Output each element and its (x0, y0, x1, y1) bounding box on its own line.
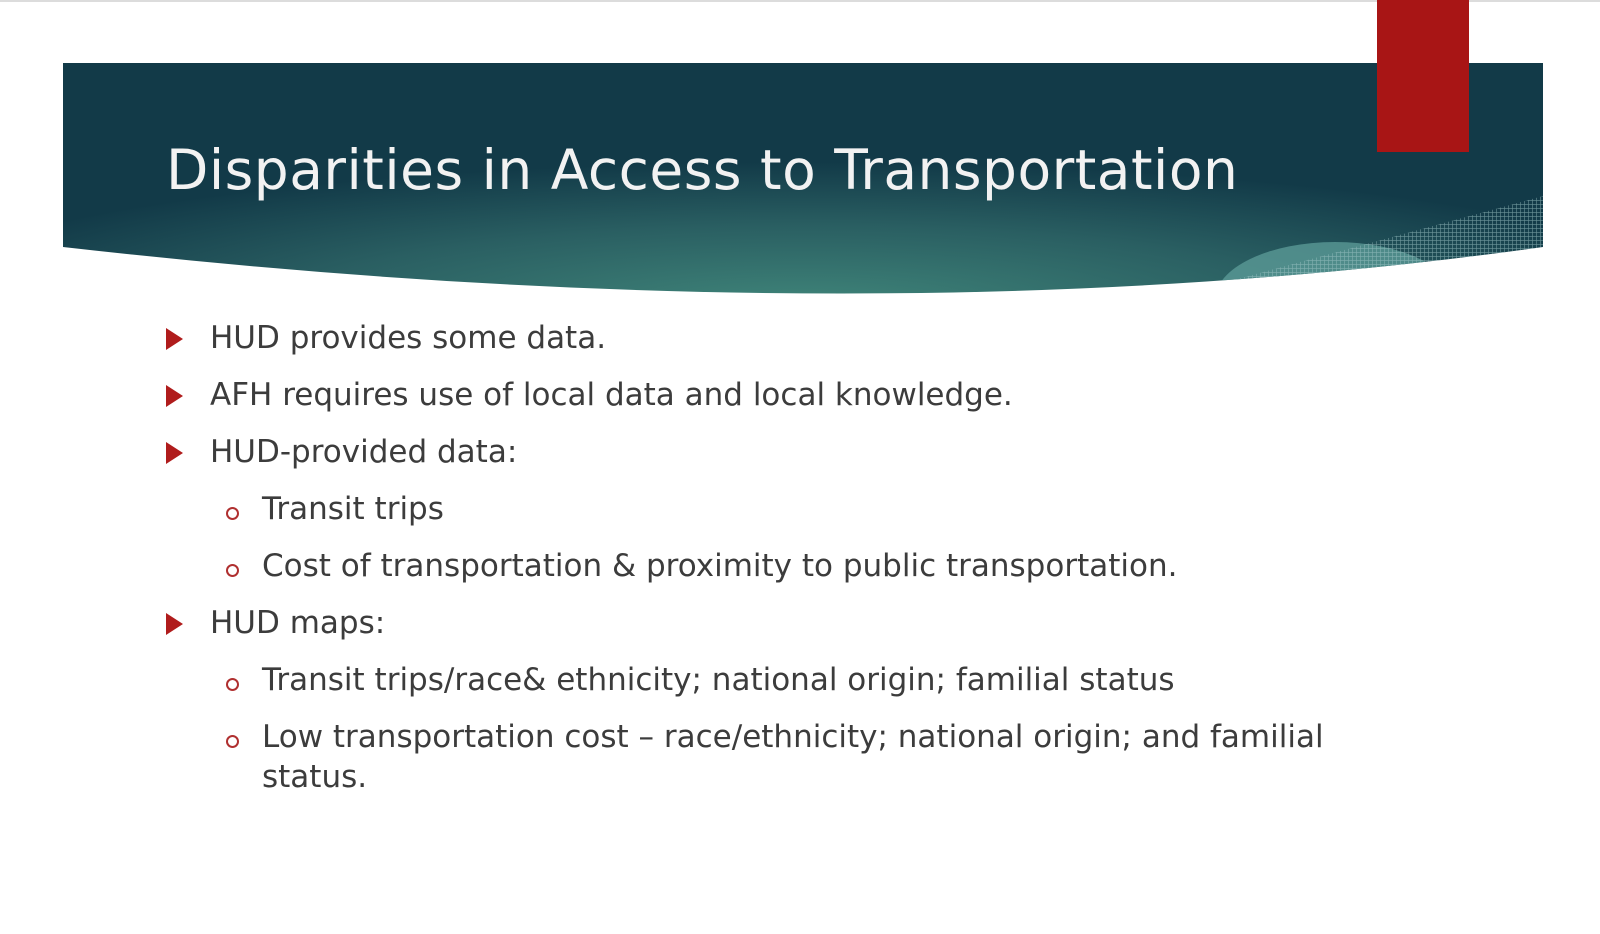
triangle-bullet-icon (166, 613, 183, 635)
circle-bullet-icon (226, 678, 239, 691)
list-item-text: Transit trips (262, 491, 444, 527)
list-item-text: AFH requires use of local data and local knowledge. (210, 377, 1013, 413)
accent-tab (1377, 0, 1469, 152)
triangle-bullet-icon (166, 442, 183, 464)
list-item-text: HUD maps: (210, 605, 386, 641)
list-item (164, 603, 1424, 643)
list-item (164, 432, 1424, 472)
list-item-text: Transit trips/race& ethnicity; national origin; familial status (262, 662, 1175, 698)
sub-list-item (164, 660, 1424, 700)
sub-list-item (164, 489, 1424, 529)
list-item-text: Low transportation cost – race/ethnicity; national origin; and familial status. (262, 719, 1324, 795)
circle-bullet-icon (226, 507, 239, 520)
list-item (164, 375, 1424, 415)
sub-list-item (164, 546, 1424, 586)
slide-title: Disparities in Access to Transportation (166, 138, 1239, 202)
triangle-bullet-icon (166, 385, 183, 407)
triangle-bullet-icon (166, 328, 183, 350)
list-item (164, 318, 1424, 358)
bullet-list (164, 318, 1424, 814)
list-item-text: Cost of transportation & proximity to public transportation. (262, 548, 1178, 584)
sub-list-item (164, 717, 1424, 797)
list-item-text: HUD-provided data: (210, 434, 518, 470)
list-item-text: HUD provides some data. (210, 320, 607, 356)
circle-bullet-icon (226, 564, 239, 577)
circle-bullet-icon (226, 735, 239, 748)
